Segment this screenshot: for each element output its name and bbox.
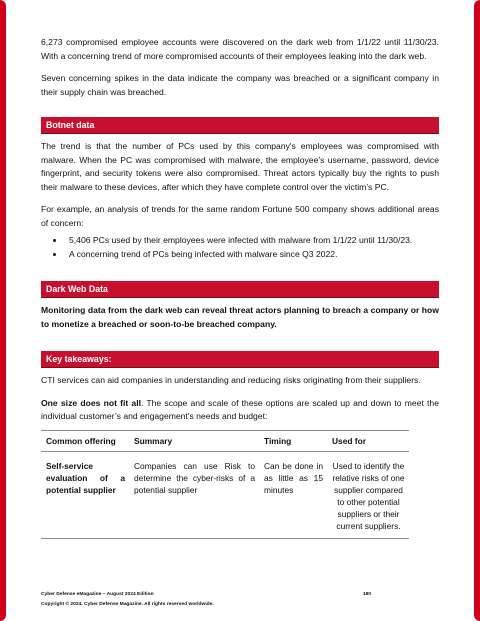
offerings-table [41,430,409,539]
takeaways-paragraph-2-rest: . The scope and scale of these options are scaled up and down to meet the individual customer’s and engagement's needs and budget: [41,397,439,421]
takeaways-section-heading: Key takeaways: [41,351,439,368]
column-header-timing: Timing [259,430,327,451]
column-header-offering: Common offering [41,430,129,451]
table-cell-used-for: Used to identify the relative risks of one supplier compared to other potential suppliers or their current suppliers. [327,451,409,538]
botnet-paragraph-1: The trend is that the number of PCs used by this company's employees was compromised with malware. When the PC was compromised with malware, the employee’s username, password, device fingerprint, and security tokens were also compromised. Threat actors typically buy the rights to push their malware to these devices, after which they have complete control over the victim’s PC. [41,141,439,192]
intro-paragraph-2: Seven concerning spikes in the data indicate the company was breached or a significant company in their supply chain was breached. [41,73,439,97]
table-header-row [41,430,409,451]
column-header-used-for: Used for [327,430,409,451]
darkweb-section-heading: Dark Web Data [41,281,439,298]
page-content [41,36,439,539]
list-item: • 5,406 PCs used by their employees were infected with malware from 1/1/22 until 11/30/23. [65,234,439,248]
right-edge-stripe [474,0,480,621]
takeaways-paragraph-1: CTI services can aid companies in understanding and reducing risks originating from their suppliers. [41,375,421,385]
takeaways-paragraph-2 [41,397,439,424]
botnet-bullet-list [41,234,439,261]
list-item: • A concerning trend of PCs being infected with malware since Q3 2022. [65,248,439,262]
darkweb-paragraph: Monitoring data from the dark web can reveal threat actors planning to breach a company or how to monetize a breached or soon-to-be breached company. [41,305,439,329]
column-header-summary: Summary [129,430,259,451]
intro-paragraph-1: 6,273 compromised employee accounts were discovered on the dark web from 1/1/22 until 11/30/23. With a concerning trend of more compromised accounts of their employees leaking into the dark web. [41,37,439,61]
footer-edition-line [41,592,439,597]
page-number: 180 [362,592,371,597]
left-edge-stripe [0,0,6,621]
table-cell-offering: Self-service evaluation of a potential supplier [41,451,129,538]
table-cell-timing: Can be done in as little as 15 minutes [259,451,327,538]
table-cell-summary: Companies can use Risk to determine the cyber-risks of a potential supplier [129,451,259,538]
botnet-paragraph-2: For example, an analysis of trends for the same random Fortune 500 company shows additional areas of concern: [41,204,439,228]
botnet-section-heading: Botnet data [41,117,439,134]
table-row [41,451,409,538]
footer-copyright: Copyright © 2024, Cyber Defense Magazine. All rights reserved worldwide. [41,602,214,607]
one-size-emphasis: One size does not fit all [41,397,141,408]
footer-edition: Cyber Defense eMagazine – August 2024 Edition [41,592,154,597]
